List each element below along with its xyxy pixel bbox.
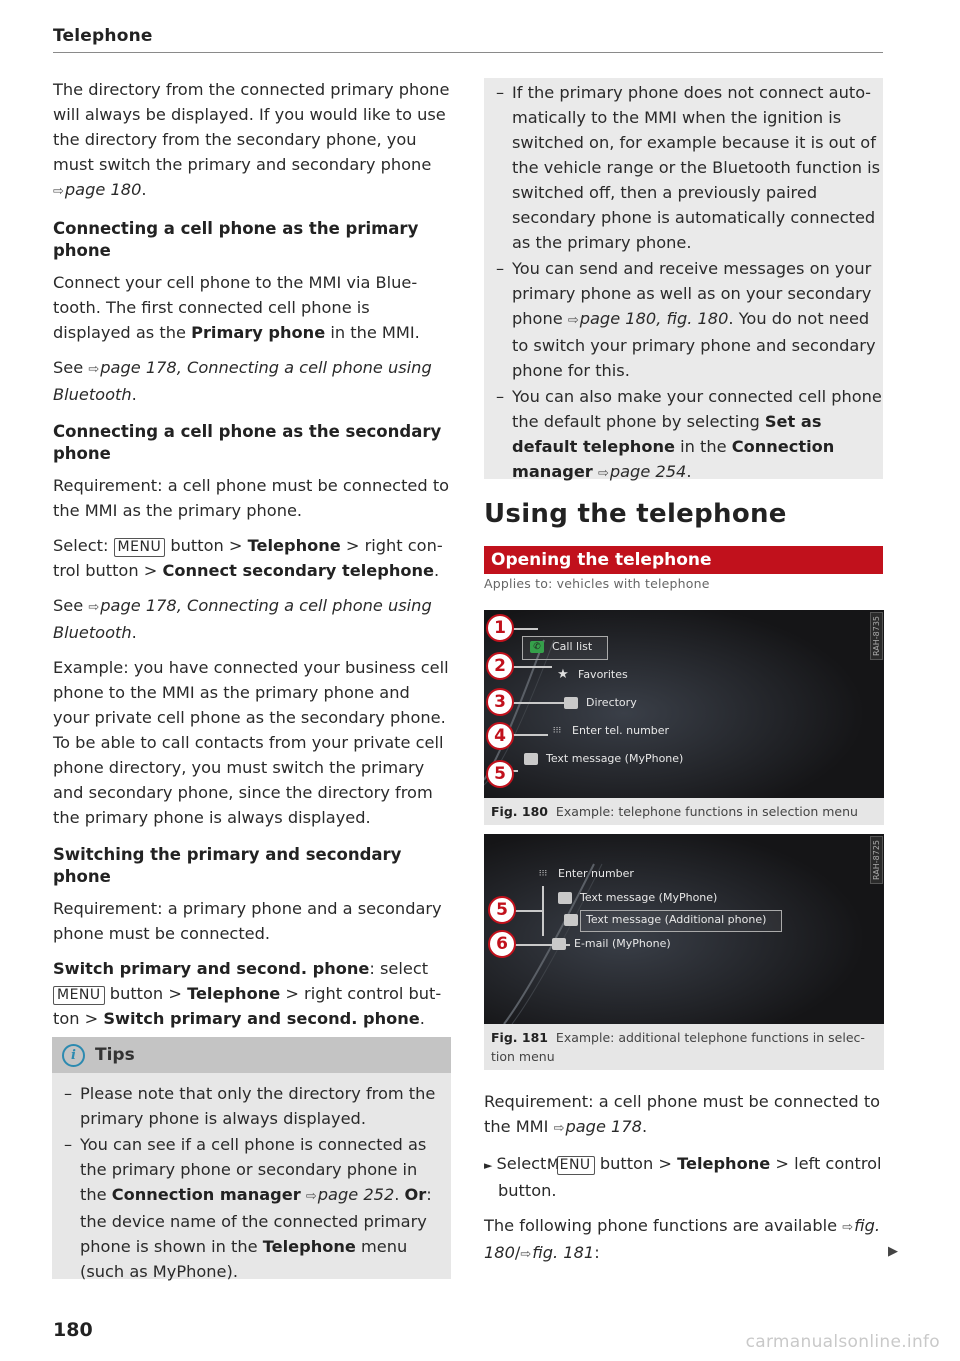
page-reference[interactable]: ⇨page 178, Connecting a cell phone using Bluetooth — [53, 596, 432, 642]
page-reference[interactable]: ⇨page 180 — [53, 180, 142, 199]
switch-instruction: Switch primary and second. phone: select MENU button > Telephone > right control button > Switch primary and second. phone. — [53, 959, 442, 1028]
figure-reference[interactable]: ⇨fig. 181 — [520, 1243, 595, 1262]
menu-item-enter-number: ⁝⁝⁝ Enter tel. number — [550, 724, 669, 737]
page-reference[interactable]: ⇨page 254 — [597, 462, 687, 481]
menu-item-enter-number: ⁝⁝⁝ Enter number — [536, 867, 634, 880]
menu-item-favorites: ★ Favorites — [557, 666, 628, 682]
continued-tips-box — [484, 78, 883, 479]
example-paragraph: Example: you have connected your business cell phone to the MMI as the primary phone and your private cell phone as the secondary phone. To be able to call contacts from your private cell phone directory, you must switch the primary and secondary phone, since the directory from the primary phone is always displayed. — [53, 658, 449, 827]
figure-180 — [484, 610, 884, 825]
applies-to-note: Applies to: vehicles with telephone — [484, 576, 710, 591]
menu-item-directory: Directory — [564, 696, 637, 709]
callout-2: 2 — [486, 652, 514, 680]
page-number: 180 — [53, 1319, 93, 1341]
select-instruction: Select: MENU button > Telephone > right control button > Connect secondary telephone. — [53, 536, 443, 580]
tips-header — [52, 1037, 451, 1073]
ref-arrow-icon: ⇨ — [842, 1220, 854, 1235]
tips-box — [52, 1037, 451, 1279]
list-item: – If the primary phone does not connect automatically to the MMI when the ignition is switched on, for example because it is out of the vehicle range or the Bluetooth function is switched off, then a previously paired secondary phone is automatically connected as the primary phone. — [496, 83, 881, 252]
star-icon: ★ — [557, 666, 569, 682]
subsection-bar: Opening the telephone — [484, 546, 883, 574]
callout-6: 6 — [488, 930, 516, 958]
tips-list — [52, 1073, 451, 1284]
message-icon — [564, 914, 578, 926]
keypad-icon: ⁝⁝⁝ — [552, 725, 562, 736]
requirement-block — [484, 1089, 884, 1277]
figure-caption: Fig. 181 Example: additional telephone functions in selection menu — [484, 1024, 884, 1070]
figure-code: RAH-8725 — [870, 836, 883, 884]
menu-item-email: E-mail (MyPhone) — [552, 937, 671, 950]
figure-caption: Fig. 180 Example: telephone functions in selection menu — [484, 798, 884, 825]
step-arrow-icon: ► — [484, 1159, 493, 1172]
intro-paragraph: The directory from the connected primary phone will always be displayed. If you would like to use the directory from the secondary phone, you must switch the primary and secondary phone ⇨page 180. — [53, 80, 450, 199]
left-column — [53, 77, 450, 1041]
page-reference[interactable]: ⇨page 252 — [305, 1185, 395, 1204]
callout-5: 5 — [486, 760, 514, 788]
tips-title: Tips — [95, 1045, 135, 1065]
menu-key: MENU — [53, 986, 105, 1005]
functions-paragraph: The following phone functions are available ⇨fig. 180/⇨fig. 181: — [484, 1216, 881, 1262]
phone-icon: ✆ — [530, 641, 544, 653]
figure-reference[interactable]: ⇨fig. 180 — [484, 1216, 881, 1262]
requirement-paragraph: Requirement: a cell phone must be connected to the MMI ⇨page 178. — [484, 1092, 881, 1136]
see-reference-paragraph: See ⇨page 178, Connecting a cell phone using Bluetooth. — [53, 358, 432, 404]
figure-code: RAH-8735 — [870, 612, 883, 660]
fig180-screen — [484, 610, 884, 798]
heading-connect-secondary: Connecting a cell phone as the secondary phone — [53, 422, 442, 463]
info-icon: i — [62, 1044, 85, 1067]
select-instruction: ► Select: MENU button > Telephone > left control button. — [484, 1154, 882, 1200]
ref-arrow-icon: ⇨ — [88, 362, 100, 377]
requirement-paragraph: Requirement: a cell phone must be connected to the MMI as the primary phone. — [53, 476, 450, 520]
list-item: – Please note that only the directory from the primary phone is always displayed. — [64, 1084, 436, 1128]
page-header-title: Telephone — [53, 26, 153, 46]
directory-icon — [564, 697, 578, 709]
ref-arrow-icon: ⇨ — [597, 466, 609, 481]
menu-item-text-additional: Text message (Additional phone) — [564, 913, 766, 926]
menu-item-call-list: ✆ Call list — [530, 640, 592, 653]
ref-arrow-icon: ⇨ — [553, 1121, 565, 1136]
watermark: carmanualsonline.info — [745, 1332, 940, 1352]
ref-arrow-icon: ⇨ — [88, 600, 100, 615]
page-reference[interactable]: ⇨page 178 — [553, 1117, 642, 1136]
list-item: – You can also make your connected cell phone the default phone by selecting Set as default telephone in the Connection manager ⇨page 254. — [496, 387, 882, 481]
connect-primary-paragraph: Connect your cell phone to the MMI via Bluetooth. The first connected cell phone is displayed as the Primary phone in the MMI. — [53, 273, 420, 342]
figure-181 — [484, 834, 884, 1070]
email-icon — [552, 938, 566, 950]
list-item: – You can see if a cell phone is connected as the primary phone or secondary phone in the Connection manager ⇨page 252. Or: the device name of the connected primary phone is shown in the Telephone menu (such as MyPhone). — [64, 1135, 432, 1281]
page-reference[interactable]: ⇨page 178, Connecting a cell phone using Bluetooth — [53, 358, 432, 404]
menu-key: MENU — [114, 538, 166, 557]
menu-item-text-message: Text message (MyPhone) — [524, 752, 683, 765]
callout-5: 5 — [488, 896, 516, 924]
callout-4: 4 — [486, 722, 514, 750]
ref-arrow-icon: ⇨ — [520, 1247, 532, 1262]
message-icon — [524, 753, 538, 765]
heading-switch-phones: Switching the primary and secondary phone — [53, 845, 402, 886]
header-divider — [53, 52, 883, 53]
menu-item-text-myphone: Text message (MyPhone) — [558, 891, 717, 904]
menu-key: MENU — [557, 1156, 595, 1175]
heading-connect-primary: Connecting a cell phone as the primary phone — [53, 219, 419, 260]
keypad-icon: ⁝⁝⁝ — [538, 868, 548, 879]
callout-1: 1 — [486, 614, 514, 642]
see-reference-paragraph: See ⇨page 178, Connecting a cell phone using Bluetooth. — [53, 596, 432, 642]
callout-3: 3 — [486, 688, 514, 716]
ref-arrow-icon: ⇨ — [53, 184, 64, 199]
page-reference[interactable]: ⇨page 180, fig. 180 — [567, 309, 729, 328]
fig181-screen — [484, 834, 884, 1024]
continue-arrow-icon: ▶ — [888, 1244, 898, 1259]
requirement-paragraph: Requirement: a primary phone and a secondary phone must be connected. — [53, 899, 442, 943]
message-icon — [558, 892, 572, 904]
ref-arrow-icon: ⇨ — [305, 1189, 317, 1204]
section-title: Using the telephone — [484, 499, 787, 529]
list-item: – You can send and receive messages on your primary phone as well as on your secondary phone ⇨page 180, fig. 180. You do not need to switch your primary phone and secondary phone for this. — [496, 259, 876, 380]
ref-arrow-icon: ⇨ — [567, 313, 579, 328]
